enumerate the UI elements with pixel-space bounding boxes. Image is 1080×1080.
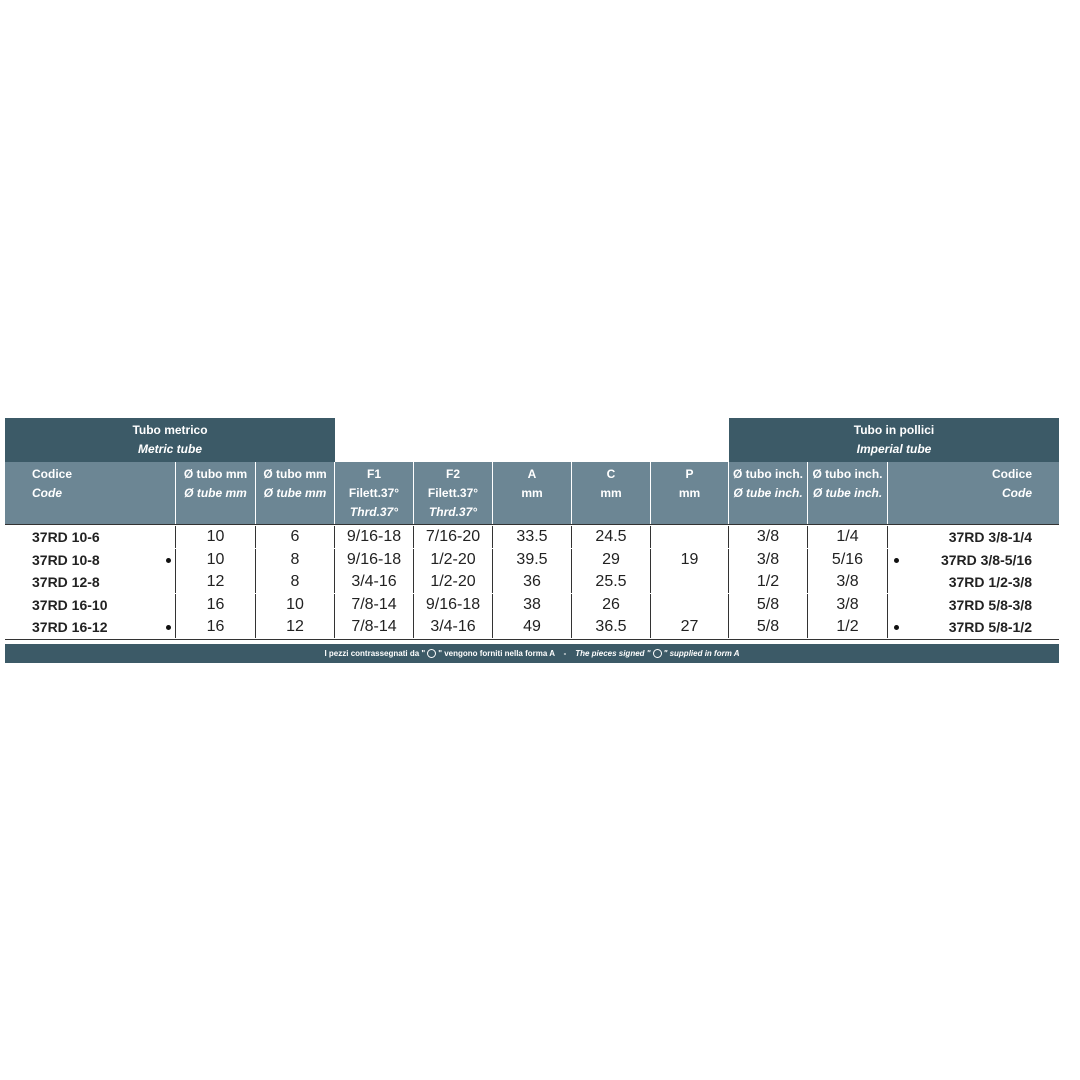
header-c-unit: mm	[600, 486, 622, 500]
cell-a: 39.5	[493, 549, 572, 571]
header-f2-en: Thrd.37°	[428, 505, 478, 519]
cell-code-metric: 37RD 16-12	[5, 616, 176, 638]
footer-english-before: The pieces signed "	[575, 649, 651, 658]
imperial-group-header	[729, 418, 1059, 462]
form-a-marker-icon	[894, 558, 899, 563]
header-tube-inch-1-it: Ø tubo inch.	[733, 467, 803, 481]
cell-code-imperial: 37RD 5/8-3/8	[948, 596, 1032, 613]
table-bottom-rule	[5, 639, 1059, 640]
cell-tube-mm-1: 10	[176, 549, 256, 571]
header-code-imperial	[888, 462, 1059, 524]
header-bottom-rule	[5, 524, 1059, 525]
footer-separator: -	[563, 649, 567, 658]
imperial-group-title: Tubo in pollici	[853, 423, 935, 437]
cell-f1: 3/4-16	[335, 571, 414, 593]
cell-f1: 9/16-18	[335, 549, 414, 571]
cell-tube-mm-1: 10	[176, 526, 256, 548]
cell-tube-inch-2: 1/2	[808, 616, 888, 638]
cell-f1: 7/8-14	[335, 616, 414, 638]
cell-c: 36.5	[572, 616, 651, 638]
cell-tube-mm-2: 6	[256, 526, 335, 548]
header-tube-inch-2-it: Ø tubo inch.	[812, 467, 883, 481]
header-tube-inch-2-en: Ø tube inch.	[812, 486, 883, 500]
cell-c: 26	[572, 594, 651, 616]
cell-tube-mm-2: 8	[256, 571, 335, 593]
cell-tube-inch-1: 1/2	[729, 571, 808, 593]
cell-f2: 1/2-20	[414, 571, 493, 593]
header-tube-mm-2	[256, 462, 335, 524]
cell-tube-inch-2: 1/4	[808, 526, 888, 548]
cell-f1: 9/16-18	[335, 526, 414, 548]
cell-tube-inch-1: 3/8	[729, 526, 808, 548]
metric-group-subtitle: Metric tube	[137, 442, 202, 456]
header-f2-it: Filett.37°	[427, 486, 479, 500]
cell-tube-inch-2: 5/16	[808, 549, 888, 571]
header-c	[572, 462, 651, 524]
cell-code-metric: 37RD 16-10	[5, 594, 176, 616]
header-a-label: A	[527, 467, 537, 481]
header-code-imperial-it: Codice	[991, 467, 1032, 481]
footer-note	[5, 644, 1059, 663]
header-f2-label: F2	[445, 467, 460, 481]
cell-code-imperial: 37RD 3/8-5/16	[940, 551, 1032, 568]
cell-f2: 1/2-20	[414, 549, 493, 571]
table-row	[5, 616, 1059, 638]
form-a-marker-icon	[166, 625, 171, 630]
cell-tube-inch-1: 5/8	[729, 594, 808, 616]
header-a-unit: mm	[521, 486, 543, 500]
form-a-marker-icon	[166, 558, 171, 563]
form-a-ring-icon	[653, 649, 662, 658]
metric-group-header	[5, 418, 335, 462]
cell-tube-inch-1: 5/8	[729, 616, 808, 638]
footer-italian-after: " vengono forniti nella forma A	[438, 649, 555, 658]
imperial-group-subtitle: Imperial tube	[856, 442, 932, 456]
cell-tube-inch-2: 3/8	[808, 571, 888, 593]
header-tube-mm-1	[176, 462, 256, 524]
header-f1-en: Thrd.37°	[349, 505, 399, 519]
cell-f2: 3/4-16	[414, 616, 493, 638]
cell-p: 27	[651, 616, 729, 638]
cell-code-metric: 37RD 10-6	[5, 526, 176, 548]
cell-a: 38	[493, 594, 572, 616]
cell-tube-inch-2: 3/8	[808, 594, 888, 616]
cell-p	[651, 526, 729, 548]
header-tube-mm-2-it: Ø tubo mm	[263, 467, 327, 481]
cell-tube-mm-2: 8	[256, 549, 335, 571]
header-p-label: P	[685, 467, 694, 481]
cell-c: 24.5	[572, 526, 651, 548]
header-p-unit: mm	[678, 486, 701, 500]
header-tube-mm-2-en: Ø tube mm	[263, 486, 327, 500]
header-f1	[335, 462, 414, 524]
cell-code-metric: 37RD 10-8	[5, 549, 176, 571]
header-tube-inch-2	[808, 462, 888, 524]
cell-f1: 7/8-14	[335, 594, 414, 616]
cell-a: 49	[493, 616, 572, 638]
header-code-metric	[5, 462, 176, 524]
cell-tube-mm-2: 10	[256, 594, 335, 616]
cell-tube-mm-1: 16	[176, 616, 256, 638]
header-tube-inch-1	[729, 462, 808, 524]
cell-a: 36	[493, 571, 572, 593]
header-f1-label: F1	[366, 467, 381, 481]
table-row	[5, 571, 1059, 593]
table-row	[5, 526, 1059, 548]
header-code-imperial-en: Code	[1002, 486, 1032, 500]
header-tube-mm-1-en: Ø tube mm	[184, 486, 247, 500]
cell-code-imperial: 37RD 5/8-1/2	[948, 619, 1032, 635]
cell-a: 33.5	[493, 526, 572, 548]
cell-f2: 7/16-20	[414, 526, 493, 548]
header-p	[651, 462, 729, 524]
table-row	[5, 549, 1059, 571]
cell-p	[651, 594, 729, 616]
footer-english-after: " supplied in form A	[663, 649, 740, 658]
cell-tube-mm-1: 16	[176, 594, 256, 616]
header-tube-inch-1-en: Ø tube inch.	[733, 486, 803, 500]
cell-p	[651, 571, 729, 593]
cell-c: 25.5	[572, 571, 651, 593]
header-f1-it: Filett.37°	[348, 486, 400, 500]
cell-code-imperial: 37RD 3/8-1/4	[948, 529, 1032, 545]
header-c-label: C	[606, 467, 616, 481]
header-code-metric-it: Codice	[32, 467, 73, 481]
cell-f2: 9/16-18	[414, 594, 493, 616]
cell-tube-mm-2: 12	[256, 616, 335, 638]
header-f2	[414, 462, 493, 524]
form-a-ring-icon	[427, 649, 436, 658]
cell-code-imperial: 37RD 1/2-3/8	[948, 574, 1032, 590]
cell-tube-inch-1: 3/8	[729, 549, 808, 571]
footer-italian-before: I pezzi contrassegnati da "	[324, 649, 426, 658]
header-code-metric-en: Code	[32, 486, 62, 500]
cell-code-metric: 37RD 12-8	[5, 571, 176, 593]
table-row	[5, 594, 1059, 616]
metric-group-title: Tubo metrico	[132, 423, 208, 437]
header-a	[493, 462, 572, 524]
cell-c: 29	[572, 549, 651, 571]
cell-p: 19	[651, 549, 729, 571]
header-tube-mm-1-it: Ø tubo mm	[183, 467, 248, 481]
form-a-marker-icon	[894, 625, 899, 630]
cell-tube-mm-1: 12	[176, 571, 256, 593]
